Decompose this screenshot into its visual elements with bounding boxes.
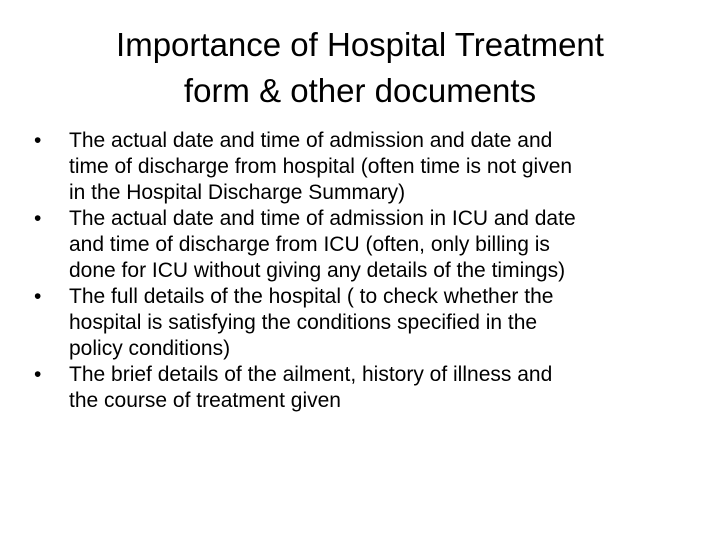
bullet-line: and time of discharge from ICU (often, only billing is xyxy=(69,233,550,256)
bullet-item-icu xyxy=(30,206,690,284)
bullet-list xyxy=(30,128,690,414)
bullet-line: The actual date and time of admission in ICU and date xyxy=(69,207,576,230)
bullet-line: hospital is satisfying the conditions specified in the xyxy=(69,311,538,334)
bullet-line: policy conditions) xyxy=(69,337,231,360)
bullet-item-ailment xyxy=(30,362,690,414)
bullet-line: the course of treatment given xyxy=(69,389,341,412)
slide-title-line-1: Importance of Hospital Treatment xyxy=(116,26,604,63)
bullet-dot: • xyxy=(34,207,42,230)
bullet-dot: • xyxy=(34,363,42,386)
bullet-line: The actual date and time of admission and date and xyxy=(69,129,553,152)
bullet-item-hospital-details xyxy=(30,284,690,362)
bullet-line: time of discharge from hospital (often time is not given xyxy=(69,155,573,178)
bullet-line: The full details of the hospital ( to check whether the xyxy=(69,285,554,308)
slide-title-line-2: form & other documents xyxy=(183,72,537,109)
slide-title xyxy=(40,22,680,114)
bullet-line: done for ICU without giving any details of the timings) xyxy=(69,259,566,282)
bullet-dot: • xyxy=(34,129,42,152)
bullet-line: in the Hospital Discharge Summary) xyxy=(69,181,406,204)
bullet-item-admission-discharge xyxy=(30,128,690,206)
bullet-line: The brief details of the ailment, history of illness and xyxy=(69,363,553,386)
bullet-dot: • xyxy=(34,285,42,308)
